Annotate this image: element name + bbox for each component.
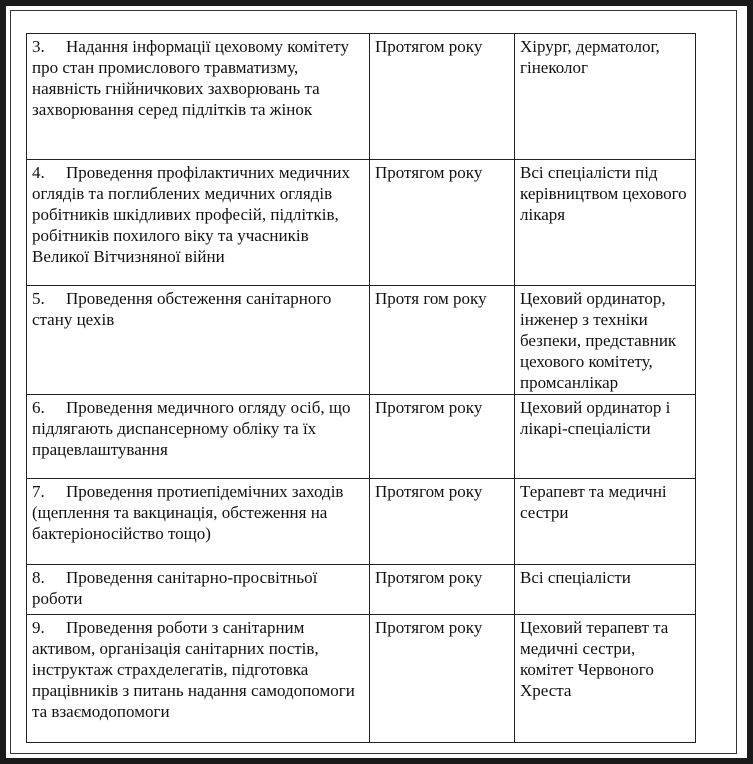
- responsible-cell: Цеховий терапевт та медичні сестри, комітет Червоного Хреста: [515, 615, 696, 743]
- activity-cell: [27, 395, 370, 479]
- responsible-cell: Всі спеціалісти: [515, 565, 696, 615]
- activity-text: Проведення медичного огляду осіб, що підлягають диспансерному обліку та їх працевлаштування: [32, 398, 351, 459]
- responsible-cell: Хірург, дерматолог, гінеколог: [515, 34, 696, 160]
- row-number: 7.: [32, 482, 45, 501]
- activity-cell: [27, 565, 370, 615]
- activity-cell: [27, 479, 370, 565]
- table-row: [27, 565, 696, 615]
- period-cell: Протягом року: [370, 395, 515, 479]
- row-number: 8.: [32, 568, 45, 587]
- row-number: 6.: [32, 398, 45, 417]
- activity-cell: [27, 615, 370, 743]
- table-row: [27, 34, 696, 160]
- activity-text: Проведення санітарно-просвітньої роботи: [32, 568, 318, 608]
- row-number: 5.: [32, 289, 45, 308]
- row-number: 3.: [32, 37, 45, 56]
- table-row: [27, 160, 696, 286]
- row-number: 9.: [32, 618, 45, 637]
- activity-text: Проведення протиепідемічних заходів (щеплення та вакцинація, обстеження на бактеріоносійство тощо): [32, 482, 344, 543]
- period-cell: Протя гом року: [370, 286, 515, 395]
- table-row: [27, 286, 696, 395]
- activity-cell: [27, 286, 370, 395]
- period-cell: Протягом року: [370, 479, 515, 565]
- table-row: [27, 479, 696, 565]
- activity-text: Проведення обстеження санітарного стану цехів: [32, 289, 332, 329]
- table-row: [27, 395, 696, 479]
- responsible-cell: Терапевт та медичні сестри: [515, 479, 696, 565]
- activity-text: Надання інформації цеховому комітету про стан промислового травматизму, наявність гнійничкових захворювань та захворювання серед підлітків та жінок: [32, 37, 349, 119]
- responsible-cell: Цеховий ординатор, інженер з техніки безпеки, представник цехового комітету, промсанлікар: [515, 286, 696, 395]
- activity-text: Проведення роботи з санітарним активом, організація санітарних постів, інструктаж страхделегатів, підготовка працівників з питань надання самодопомоги та взаємодопомоги: [32, 618, 355, 721]
- activities-table: [26, 33, 696, 743]
- row-number: 4.: [32, 163, 45, 182]
- responsible-cell: Цеховий ординатор і лікарі-спеціалісти: [515, 395, 696, 479]
- activity-text: Проведення профілактичних медичних оглядів та поглиблених медичних оглядів робітників шкідливих професій, підлітків, робітників похилого віку та учасників Великої Вітчизняної війни: [32, 163, 350, 266]
- period-cell: Протягом року: [370, 565, 515, 615]
- responsible-cell: Всі спеціалісти під керівництвом цехового лікаря: [515, 160, 696, 286]
- period-cell: Протягом року: [370, 615, 515, 743]
- table-row: [27, 615, 696, 743]
- period-cell: Протягом року: [370, 34, 515, 160]
- period-cell: Протягом року: [370, 160, 515, 286]
- activity-cell: [27, 34, 370, 160]
- activity-cell: [27, 160, 370, 286]
